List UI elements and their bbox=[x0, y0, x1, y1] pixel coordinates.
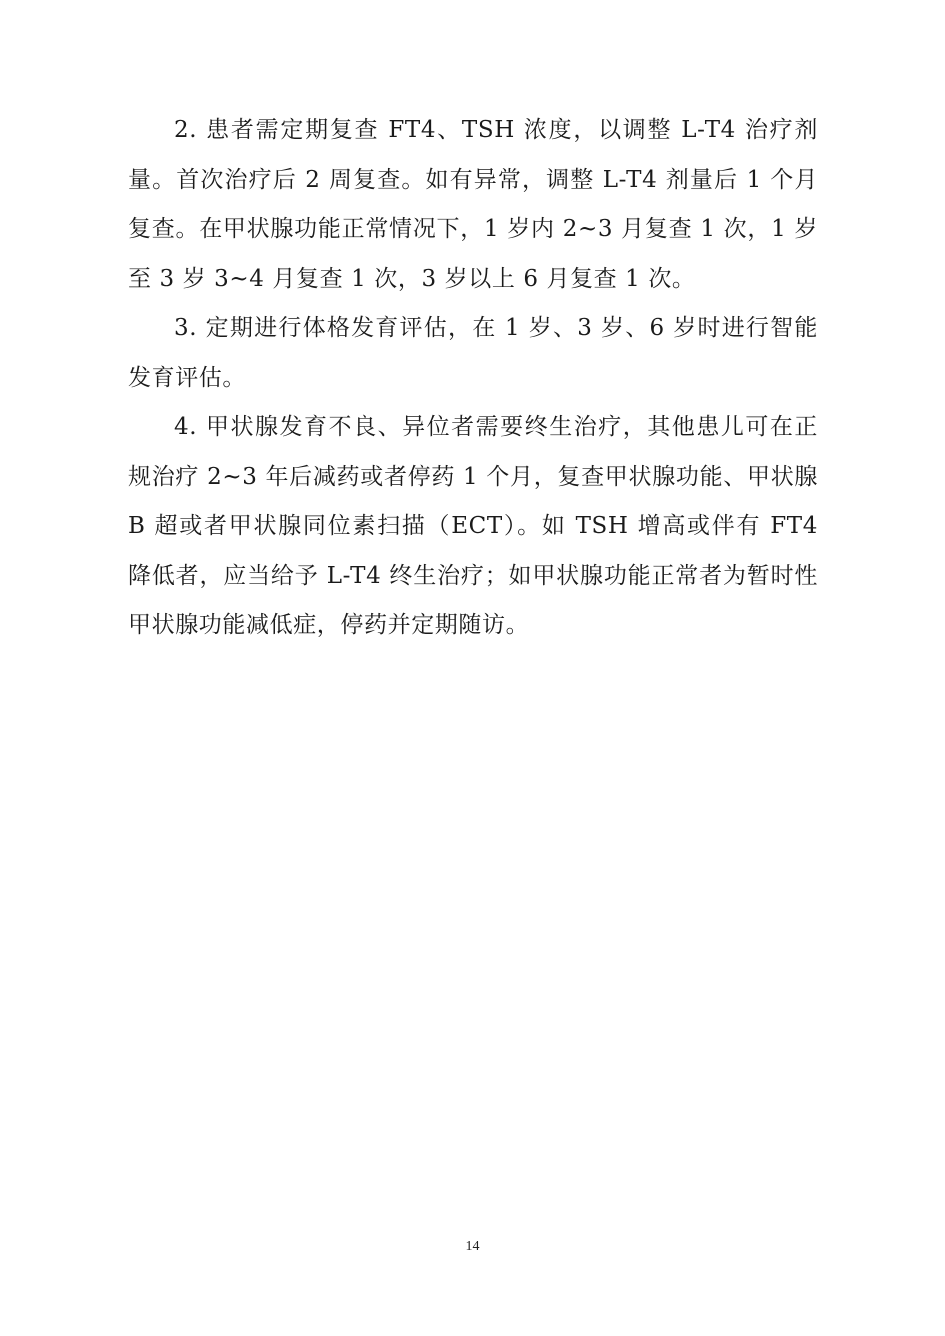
paragraph-treatment-duration: 4. 甲状腺发育不良、异位者需要终生治疗，其他患儿可在正规治疗 2~3 年后减药或者停药 1 个月，复查甲状腺功能、甲状腺 B 超或者甲状腺同位素扫描（ECT）。如 TSH 增高或伴有 FT4 降低者，应当给予 L-T4 终生治疗；如甲状腺功能正常者为暂时性甲状腺功能减低症，停药并定期随访。 bbox=[128, 414, 818, 638]
paragraph-follow-up-testing: 2. 患者需定期复查 FT4、TSH 浓度，以调整 L-T4 治疗剂量。首次治疗后 2 周复查。如有异常，调整 L-T4 剂量后 1 个月复查。在甲状腺功能正常情况下，1 岁内 2~3 月复查 1 次，1 岁至 3 岁 3~4 月复查 1 次，3 岁以上 6 月复查 1 次。 bbox=[128, 117, 818, 292]
document-body bbox=[128, 106, 818, 651]
page-number: 14 bbox=[465, 1239, 480, 1254]
paragraph-development-assessment: 3. 定期进行体格发育评估，在 1 岁、3 岁、6 岁时进行智能发育评估。 bbox=[128, 315, 818, 391]
